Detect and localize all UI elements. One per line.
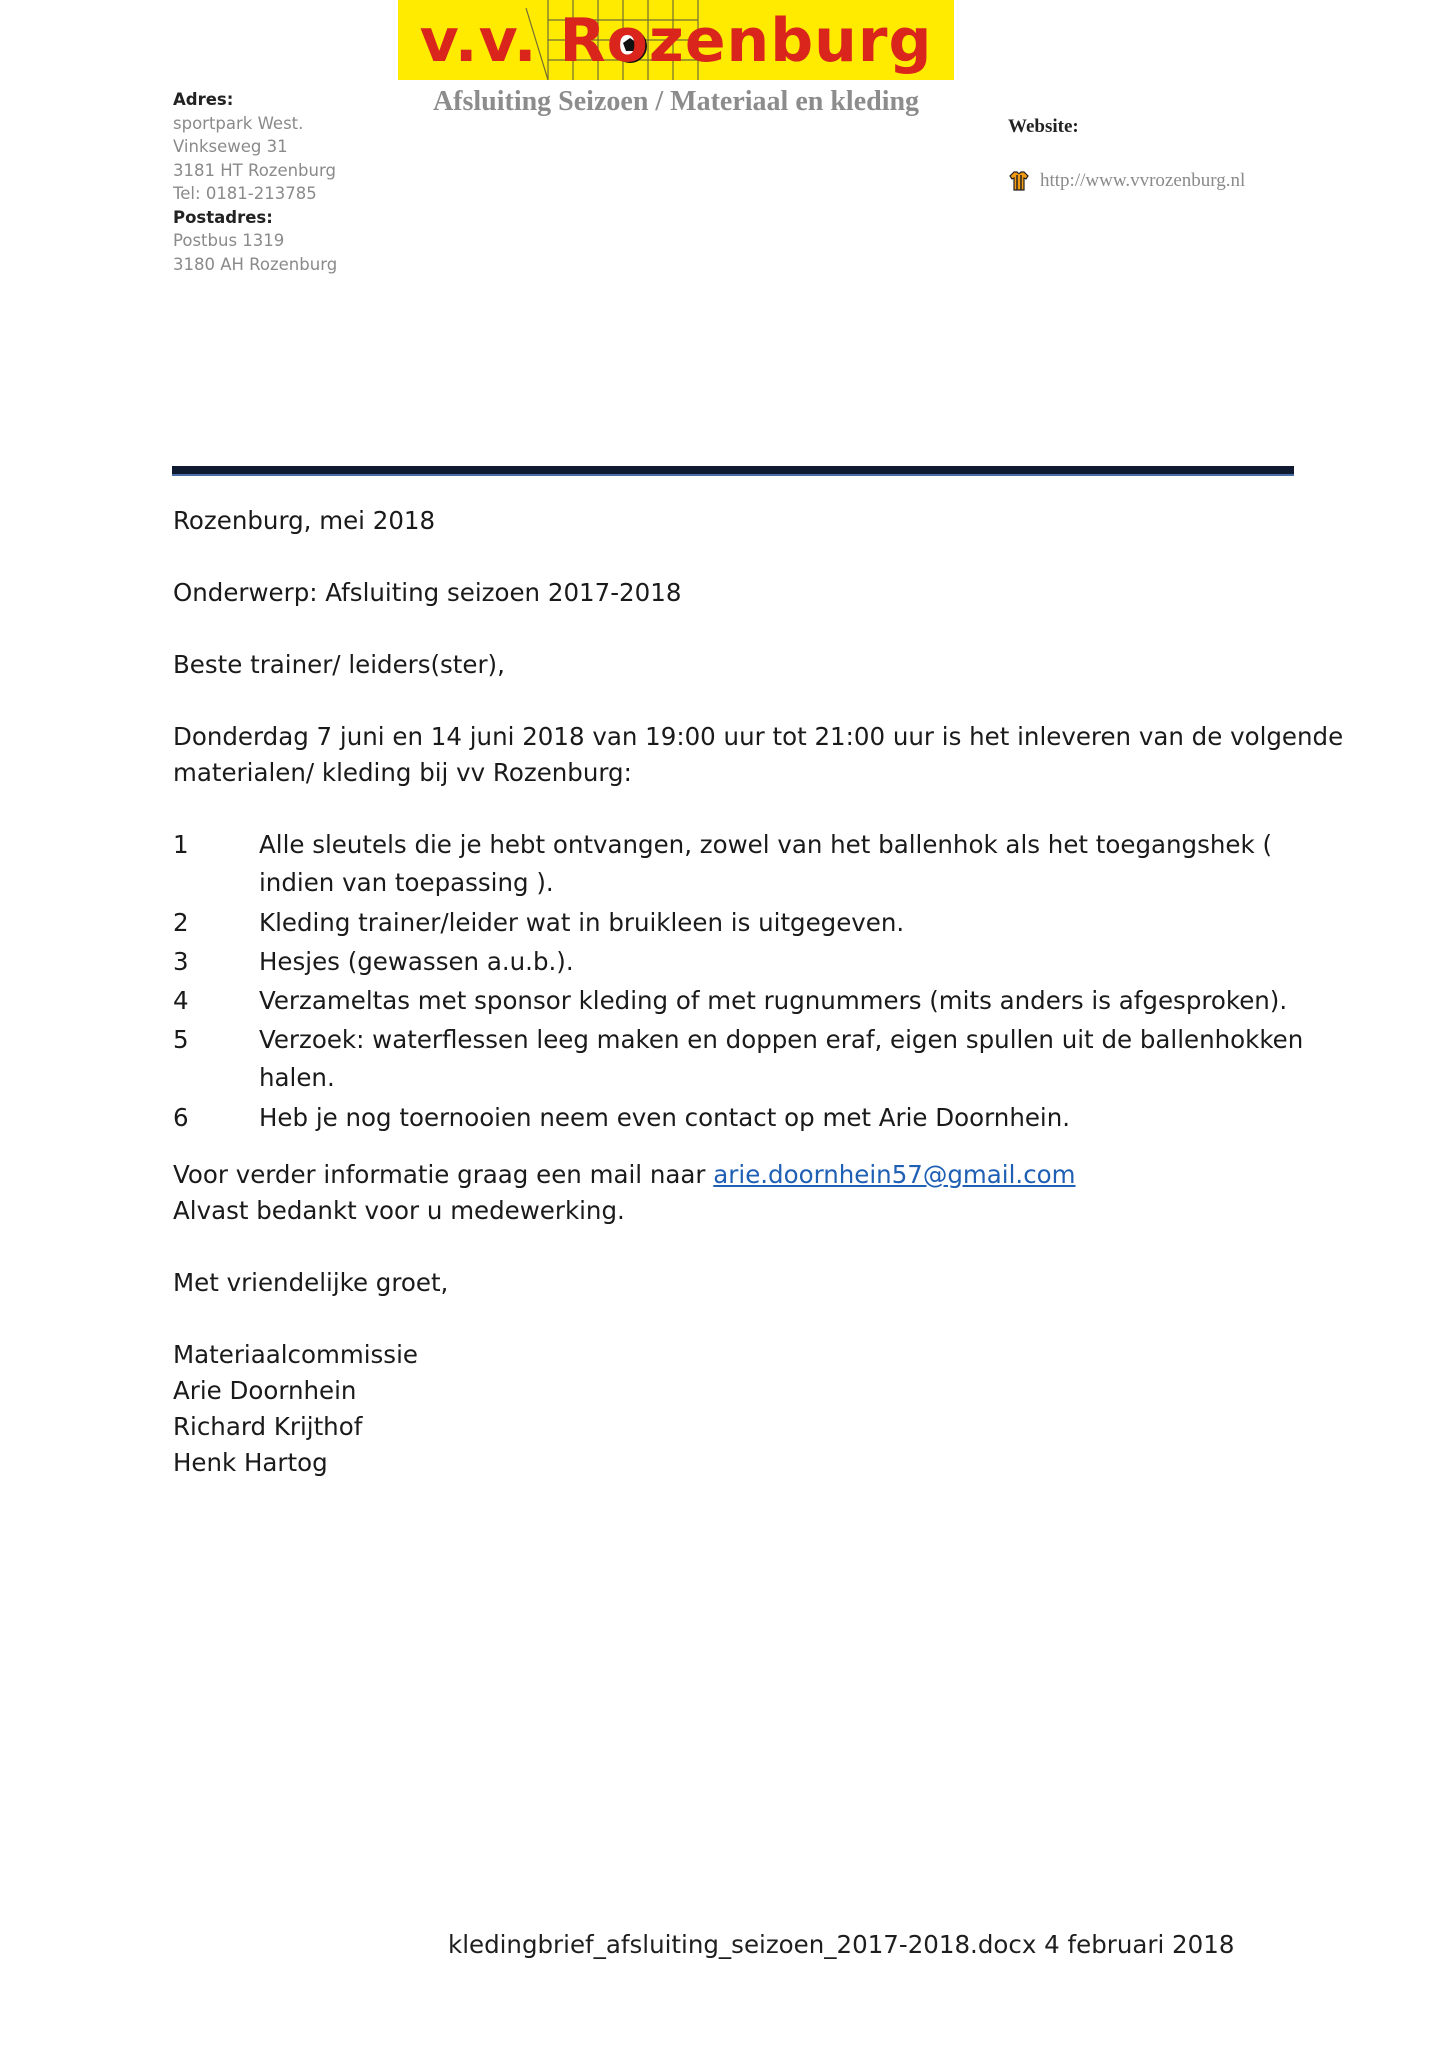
address-block	[173, 88, 337, 276]
thanks-line: Alvast bedankt voor u medewerking.	[173, 1196, 625, 1225]
header-divider	[172, 466, 1294, 476]
address-line: sportpark West.	[173, 113, 304, 133]
signature-line: Richard Krijthof	[173, 1412, 363, 1441]
list-text: Verzoek: waterflessen leeg maken en doppen eraf, eigen spullen uit de ballenhokken halen.	[259, 1025, 1304, 1092]
place-date: Rozenburg, mei 2018	[173, 506, 436, 535]
signature-line: Arie Doornhein	[173, 1376, 357, 1405]
list-number: 3	[173, 947, 189, 976]
list-text: Alle sleutels die je hebt ontvangen, zowel van het ballenhok als het toegangshek ( indien van toepassing ).	[259, 830, 1273, 897]
shirt-icon	[1008, 170, 1030, 192]
website-label: Website:	[1008, 116, 1079, 137]
closing-line: Met vriendelijke groet,	[173, 1268, 449, 1297]
email-link[interactable]: arie.doornhein57@gmail.com	[713, 1160, 1076, 1189]
logo-text: v.v. Rozenburg	[419, 6, 933, 76]
list-text: Verzameltas met sponsor kleding of met rugnummers (mits anders is afgesproken).	[259, 986, 1288, 1015]
intro-line: Donderdag 7 juni en 14 juni 2018 van 19:00 uur tot 21:00 uur is het inleveren van de volgende	[173, 722, 1344, 751]
club-logo	[398, 0, 954, 80]
list-number: 4	[173, 986, 189, 1015]
address-line: 3181 HT Rozenburg	[173, 160, 336, 180]
list-number: 6	[173, 1103, 189, 1132]
address-line: Tel: 0181-213785	[173, 184, 317, 203]
website-link[interactable]: http://www.vvrozenburg.nl	[1040, 170, 1246, 191]
website-row	[1008, 170, 1245, 192]
intro-line: materialen/ kleding bij vv Rozenburg:	[173, 758, 632, 787]
list-text: Hesjes (gewassen a.u.b.).	[259, 947, 574, 976]
address-line: Vinkseweg 31	[173, 137, 288, 156]
page-footer: kledingbrief_afsluiting_seizoen_2017-2018.docx 4 februari 2018	[448, 1930, 1235, 1959]
subject-line: Onderwerp: Afsluiting seizoen 2017-2018	[173, 578, 682, 607]
list-text: Kleding trainer/leider wat in bruikleen is uitgegeven.	[259, 908, 905, 937]
postal-line: Postbus 1319	[173, 231, 285, 250]
signature-line: Materiaalcommissie	[173, 1340, 418, 1369]
list-number: 1	[173, 830, 189, 859]
salutation: Beste trainer/ leiders(ster),	[173, 650, 505, 679]
list-number: 5	[173, 1025, 189, 1054]
info-text: Voor verder informatie graag een mail naar	[173, 1160, 714, 1189]
list-number: 2	[173, 908, 189, 937]
list-text: Heb je nog toernooien neem even contact op met Arie Doornhein.	[259, 1103, 1071, 1132]
signature-line: Henk Hartog	[173, 1448, 328, 1477]
info-line	[173, 1157, 1076, 1193]
address-label: Adres:	[173, 90, 234, 109]
document-title: Afsluiting Seizoen / Materiaal en kleding	[432, 86, 920, 117]
postal-line: 3180 AH Rozenburg	[173, 254, 338, 274]
postal-label: Postadres:	[173, 207, 273, 227]
